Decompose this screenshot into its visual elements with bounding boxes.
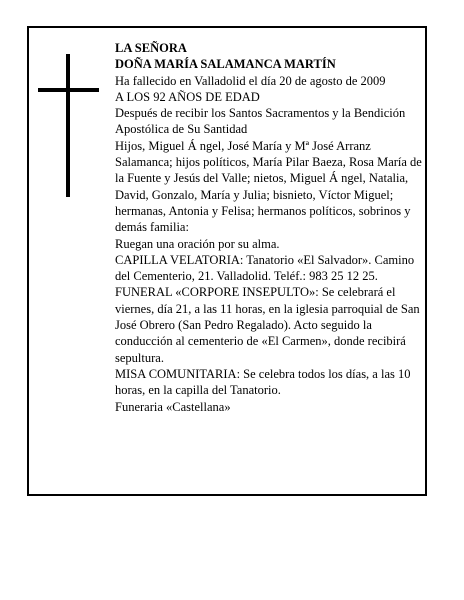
- cross-icon-crossbar: [38, 88, 99, 92]
- cross-icon: [66, 54, 70, 197]
- chapel-info: CAPILLA VELATORIA: Tanatorio «El Salvador». Camino del Cementerio, 21. Valladolid. Teléf.: 983 25 12 25.: [115, 252, 415, 284]
- obituary-title: LA SEÑORA: [115, 41, 187, 55]
- mass-info: MISA COMUNITARIA: Se celebra todos los días, a las 10 horas, en la capilla del Tanatorio.: [115, 366, 411, 398]
- obituary-text: [115, 40, 425, 415]
- funeral-home: Funeraria «Castellana»: [115, 399, 231, 414]
- family-list: Hijos, Miguel Á ngel, José María y Mª José Arranz Salamanca; hijos políticos, María Pilar Baeza, Rosa María de la Fuente y Jesús del Valle; nietos, Miguel Á ngel, Natalia, David, Gonzalo, María y Julia; bisnieto, Víctor Miguel; hermanas, Antonia y Felisa; hermanos políticos, sobrinos y demás familia:: [115, 138, 422, 235]
- funeral-info: FUNERAL «CORPORE INSEPULTO»: Se celebrará el viernes, día 21, a las 11 horas, en la iglesia parroquial de San José Obrero (San Pedro Regalado). Acto seguido la conducción al cementerio de «El Carmen», donde recibirá sepultura.: [115, 285, 420, 365]
- age-info: A LOS 92 AÑOS DE EDAD: [115, 89, 260, 104]
- death-info: Ha fallecido en Valladolid el día 20 de agosto de 2009: [115, 73, 386, 88]
- sacraments-text: Después de recibir los Santos Sacramentos y la Bendición Apostólica de Su Santidad: [115, 106, 406, 137]
- prayer-request: Ruegan una oración por su alma.: [115, 236, 280, 251]
- deceased-name: DOÑA MARÍA SALAMANCA MARTÍN: [115, 57, 336, 72]
